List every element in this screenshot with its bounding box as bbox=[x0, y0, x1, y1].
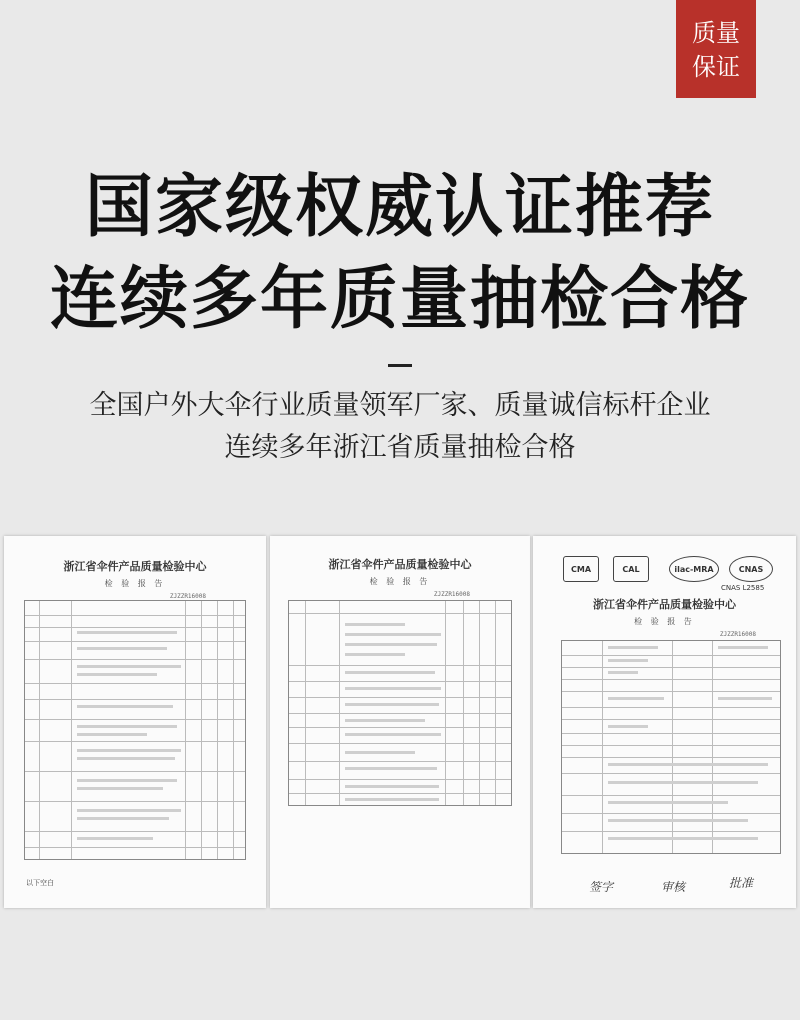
report-table bbox=[288, 600, 512, 806]
headline-line-1: 国家级权威认证推荐 bbox=[84, 168, 715, 247]
report-title: 浙江省伞件产品质量检验中心 bbox=[593, 598, 736, 611]
report-number: ZJZZR16008 bbox=[169, 593, 206, 600]
badge-line-1: 质量 bbox=[692, 19, 740, 47]
badge-line-2: 保证 bbox=[692, 53, 740, 81]
report-subtitle: 检 验 报 告 bbox=[634, 617, 695, 626]
signature-2: 审核 bbox=[661, 880, 686, 894]
cal-logo: CAL bbox=[613, 556, 649, 582]
inspection-report-2 bbox=[270, 536, 530, 908]
signature-3: 批准 bbox=[729, 876, 754, 890]
inspection-report-3 bbox=[533, 536, 796, 908]
report-footer-note: 以下空白 bbox=[26, 879, 54, 887]
inspection-report-1 bbox=[4, 536, 266, 908]
subtitle-line-1: 全国户外大伞行业质量领军厂家、质量诚信标杆企业 bbox=[89, 390, 711, 421]
report-title: 浙江省伞件产品质量检验中心 bbox=[63, 560, 207, 573]
cnas-logo: CNAS bbox=[729, 556, 773, 582]
report-number: ZJZZR16008 bbox=[719, 631, 756, 638]
subtitle-line-2: 连续多年浙江省质量抽检合格 bbox=[224, 432, 576, 463]
report-table bbox=[24, 600, 246, 860]
headline-line-2: 连续多年质量抽检合格 bbox=[49, 260, 750, 339]
ilac-mra-logo: ilac-MRA bbox=[669, 556, 719, 582]
cnas-number: CNAS L2585 bbox=[721, 584, 765, 592]
report-table bbox=[561, 640, 781, 854]
report-subtitle: 检 验 报 告 bbox=[369, 577, 431, 586]
report-title: 浙江省伞件产品质量检验中心 bbox=[328, 558, 472, 571]
report-subtitle: 检 验 报 告 bbox=[104, 579, 166, 588]
quality-guarantee-badge bbox=[676, 0, 756, 98]
cma-logo: CMA bbox=[563, 556, 599, 582]
signature-1: 签字 bbox=[589, 880, 614, 894]
divider bbox=[388, 364, 412, 367]
report-number: ZJZZR16008 bbox=[433, 591, 470, 598]
